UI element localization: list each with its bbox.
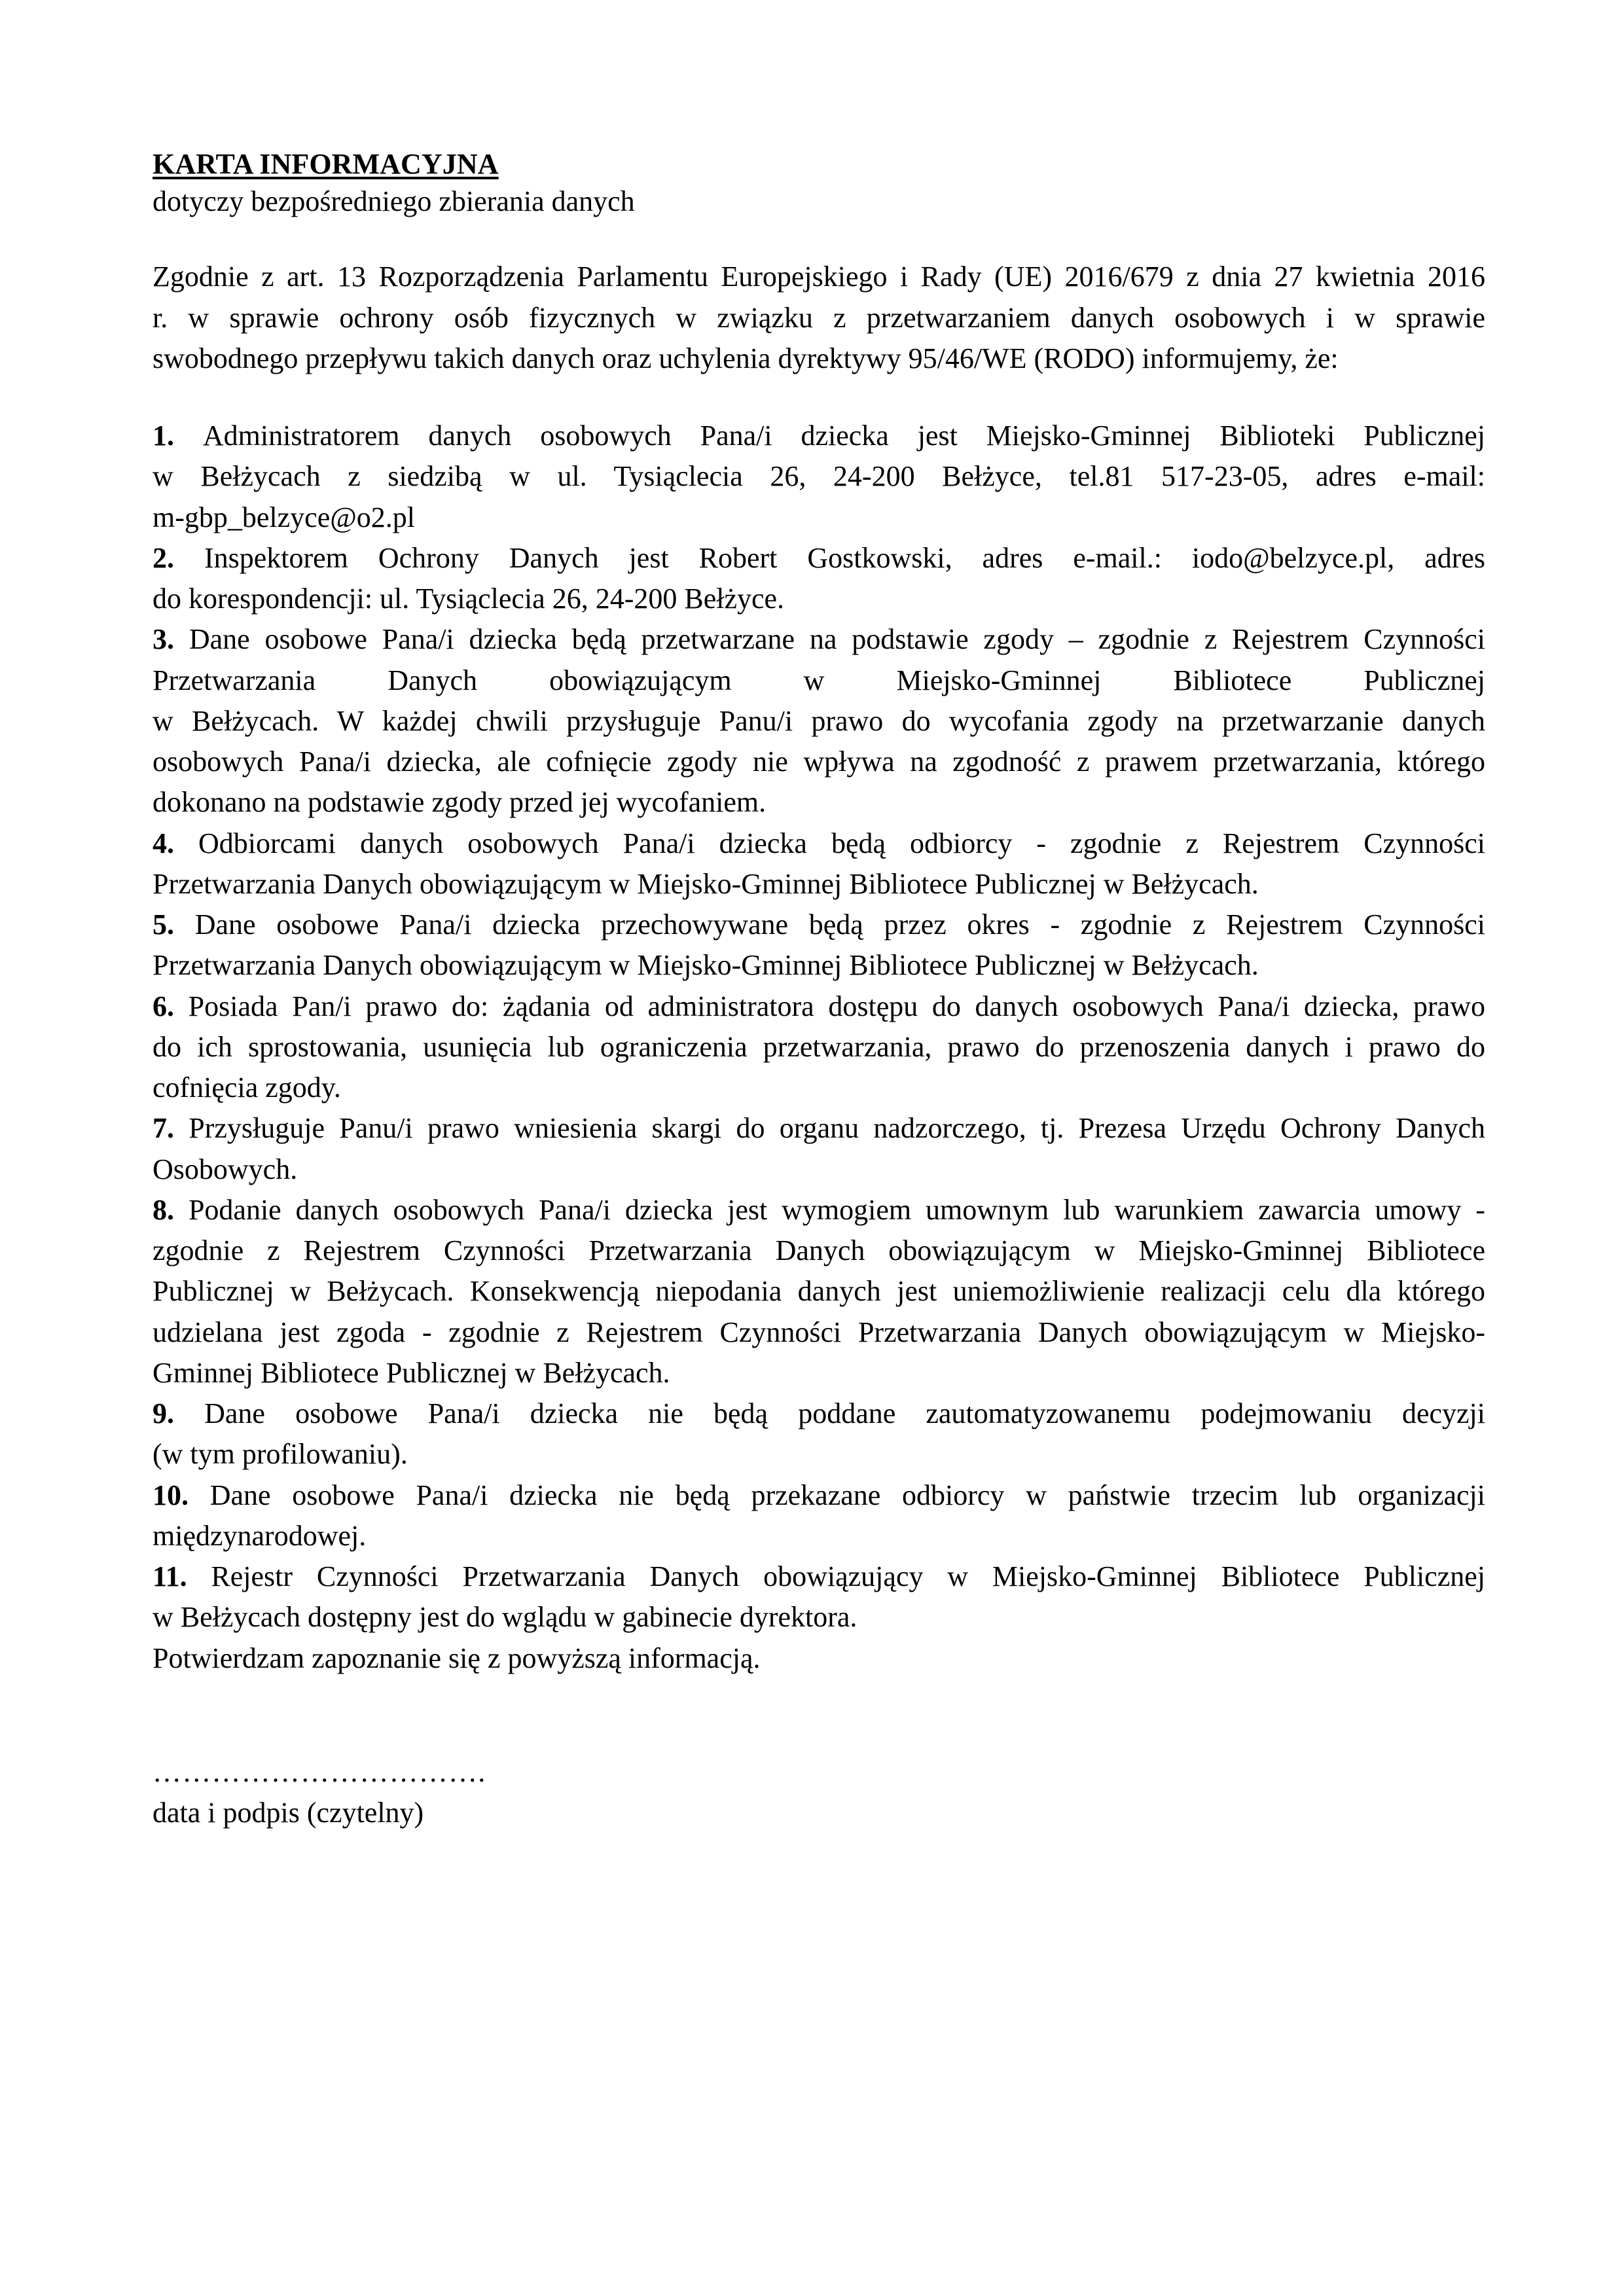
numbered-item [153,1108,1485,1190]
text-line: cofnięcia zgody. [153,1071,341,1104]
text-line: 6. Posiada Pan/i prawo do: żądania od administratora dostępu do danych osobowych Pana/i dziecka, prawo [153,990,1485,1022]
text-line: w Bełżycach z siedzibą w ul. Tysiąclecia 26, 24-200 Bełżyce, tel.81 517-23-05, adres e-mail: [153,460,1485,493]
item-number: 6. [153,990,189,1022]
item-number: 1. [153,420,203,452]
intro-paragraph [153,257,1485,379]
text-line: 3. Dane osobowe Pana/i dziecka będą przetwarzane na podstawie zgody – zgodnie z Rejestrem Czynności [153,623,1486,656]
numbered-item [153,823,1485,905]
text-line: Osobowych. [153,1153,298,1185]
text-line: Zgodnie z art. 13 Rozporządzenia Parlamentu Europejskiego i Rady (UE) 2016/679 z dnia 27 kwietnia 2016 [153,260,1485,293]
spacer-before-signature [153,1679,1485,1752]
text-line: w Bełżycach dostępny jest do wglądu w gabinecie dyrektora. [153,1601,857,1634]
numbered-item [153,538,1485,620]
text-line: r. w sprawie ochrony osób fizycznych w związku z przetwarzaniem danych osobowych i w sprawie [153,301,1485,334]
text-line: Przetwarzania Danych obowiązującym w Miejsko-Gminnej Bibliotece Publicznej w Bełżycach. [153,867,1259,900]
confirmation-line: Potwierdzam zapoznanie się z powyższą informacją. [153,1641,761,1674]
page-subtitle: dotyczy bezpośredniego zbierania danych [153,185,635,218]
text-line: 1. Administratorem danych osobowych Pana/i dziecka jest Miejsko-Gminnej Biblioteki Publicznej [153,420,1486,452]
numbered-item [153,905,1485,986]
text-line: do korespondencji: ul. Tysiąclecia 26, 24-200 Bełżyce. [153,583,785,615]
text-line: Publicznej w Bełżycach. Konsekwencją niepodania danych jest uniemożliwienie realizacji celu dla którego [153,1275,1485,1308]
item-number: 5. [153,908,195,941]
text-line: 7. Przysługuje Panu/i prawo wniesienia skargi do organu nadzorczego, tj. Prezesa Urzędu Ochrony Danych [153,1112,1485,1145]
text-line: udzielana jest zgoda - zgodnie z Rejestrem Czynności Przetwarzania Danych obowiązującym w Miejsko- [153,1316,1485,1348]
text-line: 9. Dane osobowe Pana/i dziecka nie będą poddane zautomatyzowanemu podejmowaniu decyzji [153,1397,1485,1430]
numbered-item [153,986,1485,1109]
text-line: 4. Odbiorcami danych osobowych Pana/i dziecka będą odbiorcy - zgodnie z Rejestrem Czynności [153,827,1485,859]
text-line: Przetwarzania Danych obowiązującym w Miejsko-Gminnej Bibliotece Publicznej w Bełżycach. [153,949,1259,982]
numbered-item [153,416,1485,538]
numbered-item [153,1393,1485,1475]
text-line: 10. Dane osobowe Pana/i dziecka nie będą przekazane odbiorcy w państwie trzecim lub organizacji [153,1479,1486,1511]
text-line: w Bełżycach. W każdej chwili przysługuje Panu/i prawo do wycofania zgody na przetwarzanie danych [153,704,1485,737]
item-number: 4. [153,827,198,859]
text-line: (w tym profilowaniu). [153,1438,408,1471]
numbered-item [153,619,1485,823]
numbered-item [153,1556,1485,1638]
signature-caption: data i podpis (czytelny) [153,1797,424,1829]
item-number: 11. [153,1560,211,1593]
text-line: osobowych Pana/i dziecka, ale cofnięcie zgody nie wpływa na zgodność z prawem przetwarzania, którego [153,745,1485,778]
text-line: Przetwarzania Danych obowiązującym w Miejsko-Gminnej Bibliotece Publicznej [153,664,1485,696]
page-title: KARTA INFORMACYJNA [153,148,499,180]
text-line: m-gbp_belzyce@o2.pl [153,501,415,533]
text-line: 2. Inspektorem Ochrony Danych jest Robert Gostkowski, adres e-mail.: iodo@belzyce.pl, adres [153,541,1486,574]
item-number: 7. [153,1112,189,1145]
numbered-item [153,1475,1485,1557]
item-number: 8. [153,1193,189,1226]
item-number: 9. [153,1397,205,1430]
text-line: dokonano na podstawie zgody przed jej wycofaniem. [153,786,767,819]
text-line: do ich sprostowania, usunięcia lub ograniczenia przetwarzania, prawo do przenoszenia danych i prawo do [153,1030,1485,1063]
document-body [153,145,1485,1833]
text-line: 5. Dane osobowe Pana/i dziecka przechowywane będą przez okres - zgodnie z Rejestrem Czynności [153,908,1486,941]
signature-dotted-line: ……………………………. [153,1755,486,1788]
spacer-before-items [153,379,1485,416]
numbered-items-list [153,416,1485,1638]
text-line: 11. Rejestr Czynności Przetwarzania Danych obowiązujący w Miejsko-Gminnej Bibliotece Publicznej [153,1560,1485,1593]
item-number: 2. [153,541,204,574]
item-number: 3. [153,623,189,656]
numbered-item [153,1190,1485,1393]
spacer-after-title [153,220,1485,257]
text-line: zgodnie z Rejestrem Czynności Przetwarzania Danych obowiązującym w Miejsko-Gminnej Bibliotece [153,1234,1485,1267]
item-number: 10. [153,1479,210,1511]
text-line: swobodnego przepływu takich danych oraz uchylenia dyrektywy 95/46/WE (RODO) informujemy, że: [153,342,1339,374]
text-line: międzynarodowej. [153,1519,367,1552]
text-line: Gminnej Bibliotece Publicznej w Bełżycach. [153,1356,670,1389]
text-line: 8. Podanie danych osobowych Pana/i dziecka jest wymogiem umownym lub warunkiem zawarcia umowy - [153,1193,1486,1226]
confirmation-text [153,1638,1485,1679]
